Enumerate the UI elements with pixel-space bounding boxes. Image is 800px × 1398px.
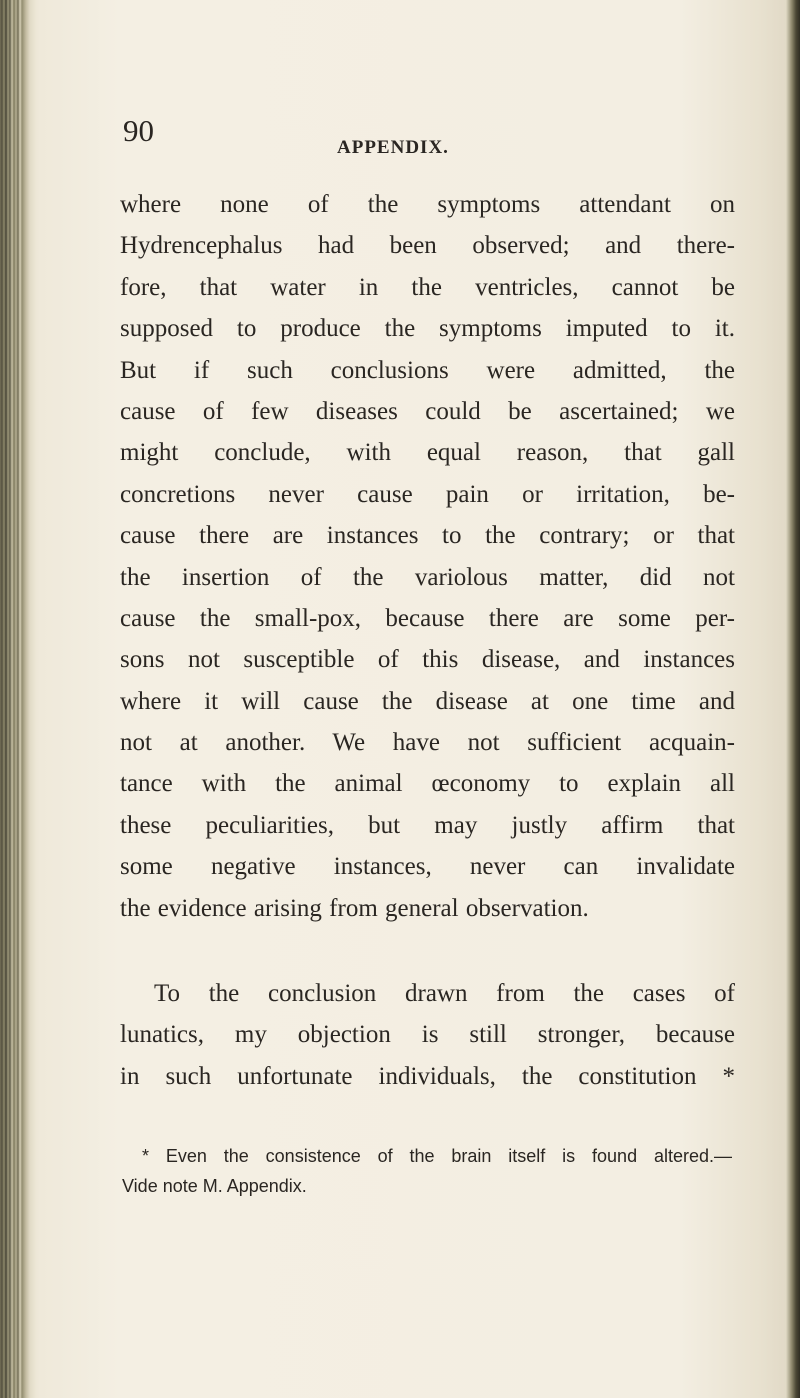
text-line: the insertion of the variolous matter, did not	[120, 563, 735, 591]
running-head: APPENDIX.	[337, 137, 449, 158]
text-line: cause there are instances to the contrary; or that	[120, 522, 735, 550]
text-line: might conclude, with equal reason, that gall	[120, 439, 735, 467]
text-line: not at another. We have not sufficient acquain-	[120, 729, 735, 757]
footnote-line: Vide note M. Appendix.	[122, 1176, 307, 1196]
text-line: lunatics, my objection is still stronger, because	[120, 1021, 735, 1049]
text-line: the evidence arising from general observation.	[120, 894, 589, 922]
text-line: fore, that water in the ventricles, cannot be	[120, 273, 735, 301]
text-line: where it will cause the disease at one time and	[120, 687, 735, 715]
page-edge	[786, 0, 800, 1398]
text-line: concretions never cause pain or irritation, be-	[120, 480, 735, 508]
text-line: sons not susceptible of this disease, and instances	[120, 646, 735, 674]
text-line: where none of the symptoms attendant on	[120, 191, 735, 218]
text-line: tance with the animal œconomy to explain all	[120, 770, 735, 798]
text-line: But if such conclusions were admitted, the	[120, 356, 735, 384]
text-line: these peculiarities, but may justly affirm that	[120, 811, 735, 839]
text-line: cause the small-pox, because there are some per-	[120, 604, 735, 632]
footnote	[122, 1141, 732, 1201]
text-line: some negative instances, never can invalidate	[120, 853, 735, 881]
body-text	[120, 184, 735, 1097]
binding-gutter	[0, 0, 36, 1398]
text-line: Hydrencephalus had been observed; and there-	[120, 232, 735, 260]
text-line: supposed to produce the symptoms imputed to it.	[120, 315, 735, 343]
page-number: 90	[123, 113, 154, 148]
text-line: To the conclusion drawn from the cases of	[154, 980, 735, 1008]
text-line: cause of few diseases could be ascertained; we	[120, 397, 735, 425]
paragraph-1	[120, 184, 735, 929]
footnote-line: * Even the consistence of the brain itself is found altered.—	[142, 1146, 732, 1166]
paragraph-2	[120, 973, 735, 1097]
text-line: in such unfortunate individuals, the constitution *	[120, 1062, 735, 1090]
